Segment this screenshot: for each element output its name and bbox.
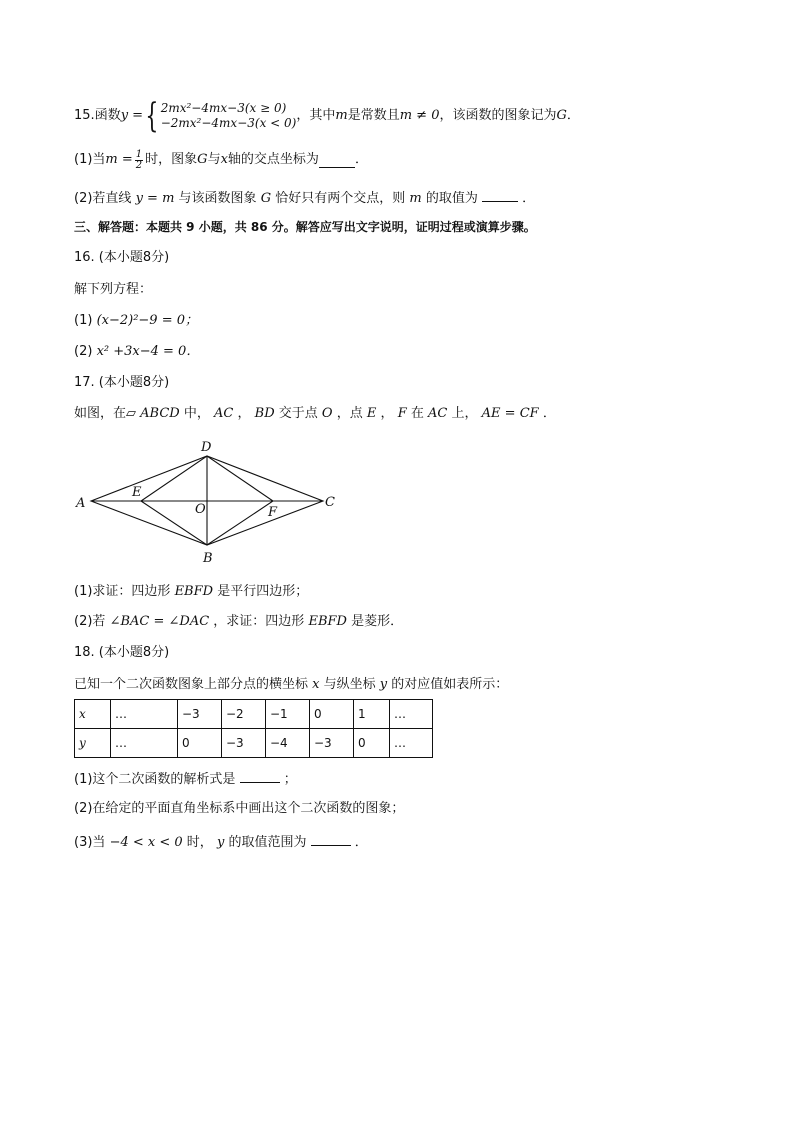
q18-prompt-b: 与纵坐标 [323,677,376,692]
q15-tail-b: 是常数且 [347,108,400,123]
table-cell: −3 [178,700,222,729]
q15-number: 15. [74,108,95,123]
table-cell: … [390,729,433,758]
q15-p1-x: x [220,152,228,167]
table-cell: x [75,700,111,729]
q16-p1-pre: (1) [74,313,93,328]
table-cell: −3 [222,729,266,758]
section-3-title: 三、解答题：本题共 9 小题，共 86 分。解答应写出文字说明，证明过程或演算步骤。 [74,220,536,234]
q17-prompt-b: 中， [183,406,210,421]
q15-case-2: −2mx²−4mx−3(x < 0) [160,116,297,130]
q18-y: y [379,677,388,692]
q16-header: 16. (本小题8分) [74,250,170,265]
q17-comma1: ， [237,406,251,421]
q17-p1-q: EBFD [174,584,214,599]
table-cell: −3 [310,729,354,758]
q18-p1-end: ； [283,772,297,787]
q17-e: E [366,406,377,421]
label-C: C [325,495,335,510]
table-cell: … [111,700,178,729]
q15-p2-mid-b: 恰好只有两个交点，则 [275,191,406,206]
q18-part3 [74,831,368,852]
q17-abcd: ABCD [140,406,180,421]
table-cell: 1 [354,700,390,729]
q18-value-table [74,699,433,758]
table-cell: −4 [266,729,310,758]
answer-blank[interactable] [311,831,351,846]
q17-prompt-d: ，点 [336,406,363,421]
q15-p2-end: 的取值为 [425,191,478,206]
table-cell: y [75,729,111,758]
q16-p2-pre: (2) [74,344,93,359]
q15-p1-dot: ． [354,152,368,167]
q17-prompt-f: 上， [451,406,478,421]
q18-x: x [312,677,320,692]
q17-eq: AE = CF [481,406,539,421]
q17-ac2: AC [428,406,448,421]
table-cell: … [390,700,433,729]
q15-tail-d: ． [566,108,580,123]
q17-prompt-a: 如图，在▱ [74,406,136,421]
q17-part1 [74,583,308,601]
brace-glyph: { [145,96,159,136]
table-cell: 0 [354,729,390,758]
q15-p1-mid-a: 时，图象 [145,152,198,167]
table-row-x [75,700,433,729]
q18-header: 18. (本小题8分) [74,645,170,660]
label-E: E [132,485,142,500]
q17-p2-end: 是菱形． [351,614,404,629]
q15-y: y = [120,108,144,123]
q18-p1: (1)这个二次函数的解析式是 [74,772,236,787]
q18-prompt [74,676,508,694]
q17-prompt-c: 交于点 [278,406,318,421]
q15-p2-pre: (2)若直线 [74,191,132,206]
q16-p2-eq: x² +3x−4 = 0． [96,344,200,359]
q15-G: G [556,108,567,123]
q15-p2-m: m [409,191,422,206]
q15-p2-dot: ． [522,191,536,206]
fraction-numerator: 1 [135,148,143,160]
q15-p2-eq: y = m [135,191,175,206]
q15-m: m [335,108,348,123]
q15-p2-G: G [260,191,272,206]
q17-p2-angles: ∠BAC = ∠DAC [109,614,210,629]
q15-p1-G: G [197,152,208,167]
q18-part1 [74,768,297,789]
q15-p2-mid: 与该函数图象 [178,191,257,206]
q15-p1-end: 轴的交点坐标为 [227,152,319,167]
table-cell: 0 [178,729,222,758]
q18-p3-mid: 时， [186,835,213,850]
fraction-denominator: 2 [135,159,143,171]
q18-p3-ineq: −4 < x < 0 [109,835,183,850]
q18-p3-y: y [216,835,225,850]
q15-intro: 函数 [94,108,121,123]
q17-prompt-e: 在 [410,406,424,421]
q16-p1-eq: (x−2)²−9 = 0； [96,313,199,328]
q17-p2-q: EBFD [308,614,347,629]
q15-p1-mid-b: 与 [207,152,221,167]
q17-comma2: ， [380,406,394,421]
q17-f: F [397,406,407,421]
label-O: O [195,502,206,517]
q15-condition: m ≠ 0 [399,108,440,123]
q17-p1-end: 是平行四边形； [217,584,309,599]
table-cell: −2 [222,700,266,729]
q15-p1-pre: (1)当 [74,152,106,167]
answer-blank[interactable] [240,768,280,783]
label-A: A [76,496,86,511]
q17-part2 [74,613,403,631]
q15-case-1: 2mx²−4mx−3(x ≥ 0) [160,101,287,115]
q18-part2: (2)在给定的平面直角坐标系中画出这个二次函数的图象； [74,801,405,816]
q17-header: 17. (本小题8分) [74,375,170,390]
q17-ac: AC [214,406,234,421]
label-D: D [201,440,212,455]
q18-prompt-a: 已知一个二次函数图象上部分点的横坐标 [74,677,309,692]
q17-o: O [321,406,333,421]
q17-bd: BD [254,406,275,421]
table-cell: 0 [310,700,354,729]
q17-p2-mid: ，求证：四边形 [213,614,305,629]
table-cell: −1 [266,700,310,729]
q15-tail-c: ，该函数的图象记为 [439,108,557,123]
q17-p1-pre: (1)求证：四边形 [74,584,171,599]
q18-p3-pre: (3)当 [74,835,106,850]
label-F: F [268,505,278,520]
table-cell: … [111,729,178,758]
q15-tail-a: ，其中 [296,108,336,123]
q18-p3-end: 的取值范围为 [228,835,307,850]
q17-p2-pre: (2)若 [74,614,106,629]
q18-p3-dot: ． [354,835,368,850]
q17-prompt-g: ． [542,406,556,421]
label-B: B [203,551,213,566]
table-row-y [75,729,433,758]
q18-prompt-c: 的对应值如表所示： [391,677,509,692]
q15-p1-m: m = [105,152,133,167]
q16-prompt: 解下列方程： [74,282,153,297]
